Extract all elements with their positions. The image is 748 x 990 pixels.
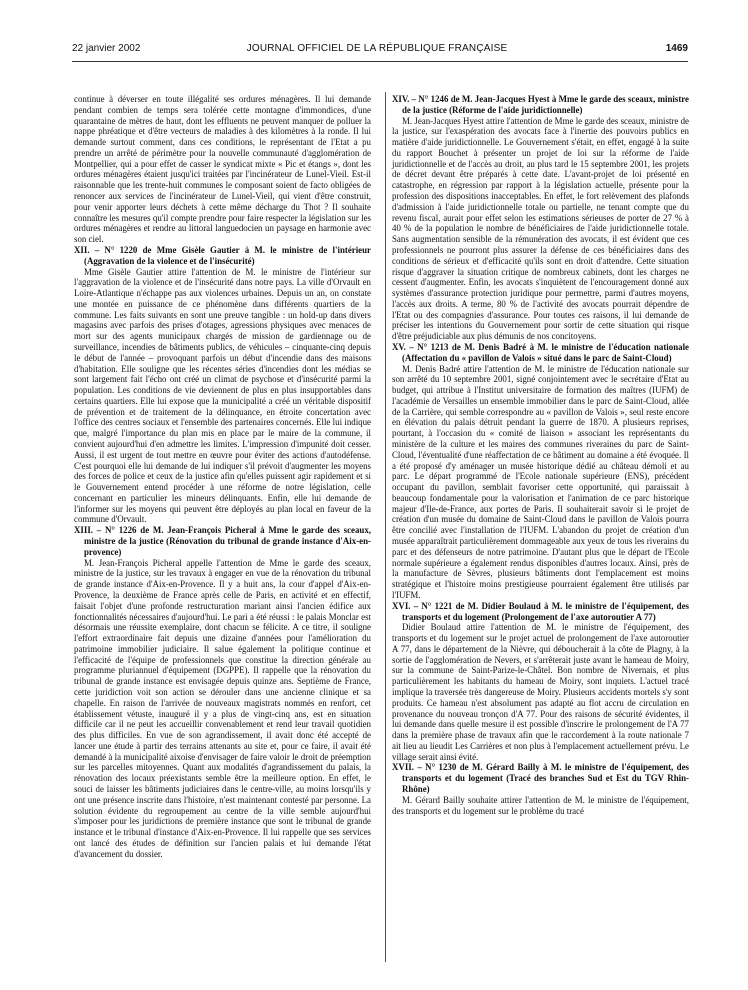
- continued-paragraph: continue à déverser en toute illégalité ses ordures ménagères. Il lui demande pendant combien de temps sera tolérée cette montagne d'immondices, d'une quarantaine de mètres de haut, dont les effluents ne peuvent manquer de polluer la nappe phréatique et d'être vecteurs de maladies à des kilomètres à la ronde. Il lui demande surtout comment, dans ces conditions, le représentant de l'Etat a pu prendre un arrêté de périmètre pour la nouvelle communauté d'agglomération de Montpellier, qui a pour effet de casser le syndicat mixte « Pic et étangs », dont les ordures ménagères étaient jusqu'ici traitées par l'incinérateur de Lunel-Vieil. Est-il raisonnable que les trente-huit communes le composant soient de facto obligées de renoncer aux services de l'incinérateur de Lunel-Vieil, qui vient d'être construit, pour venir apporter leurs déchets à cette même décharge du Thot ? Il souhaite connaître les mesures qu'il compte prendre pour faire respecter la législation sur les ordures ménagères et rendre au littoral languedocien un paysage en harmonie avec son ciel.: [74, 94, 371, 245]
- question-17-title: XVII. – N° 1230 de M. Gérard Bailly à M. le ministre de l'équipement, des transports et du logement (Tracé des branches Sud et Est du TGV Rhin-Rhône): [392, 762, 689, 794]
- right-column: [392, 94, 689, 816]
- question-15-body: M. Denis Badré attire l'attention de M. le ministre de l'éducation nationale sur son arrêté du 10 septembre 2001, signé conjointement avec le secrétaire d'Etat au budget, qui attribue à l'Institut universitaire de formation des maîtres (IUFM) de l'académie de Versailles un ensemble immobilier dans le parc de Saint-Cloud, allée de la Carrière, qui semble correspondre au « pavillon de Valois », seul reste encore en élévation du palais détruit pendant la guerre de 1870. A plusieurs reprises, pourtant, à l'occasion du « comité de liaison » associant les représentants du ministère de la culture et les maires des communes riveraines du parc de Saint-Cloud, l'éventualité d'une réaffectation de ce bâtiment au domaine a été évoquée. Il a été proposé d'y aménager un musée historique dédié au château démoli et au parc. Le départ programmé de l'Ecole nationale supérieure (ENS), précédent occupant du pavillon, semblait favoriser cette opportunité, qui paraissait à beaucoup fondamentale pour la valorisation et l'animation de ce parc historique majeur d'Ile-de-France, aux portes de Paris. Il souhaiterait savoir si le projet de création d'un musée du domaine de Saint-Cloud dans le pavillon de Valois pourra être concilié avec l'installation de l'IUFM. L'abandon du projet de création d'un musée apparaîtrait particulièrement dommageable aux yeux de tous les riverains du parc et des défenseurs de notre patrimoine. D'autant plus que le départ de l'Ecole normale supérieure a également rendus disponibles d'autres locaux. Ainsi, près de la manufacture de Sèvres, plusieurs bâtiments dont l'emplacement est moins stratégique et l'histoire moins prestigieuse pourraient également être utilisés par l'IUFM.: [392, 363, 689, 600]
- question-14-body: M. Jean-Jacques Hyest attire l'attention de Mme le garde des sceaux, ministre de la justice, sur l'exaspération des avocats face à l'inertie des pouvoirs publics en matière d'aide juridictionnelle. Le Gouvernement s'était, en effet, engagé à la suite du rapport Bouchet à présenter un projet de loi sur la réforme de l'aide juridictionnelle et de l'accès au droit, au plus tard le 15 septembre 2001, les projets de décret devant être préparés à cette date. L'avant-projet de loi présenté en catastrophe, en régression par rapport à la législation actuelle, présente pour la profession des dispositions inacceptables. En effet, le fort relèvement des plafonds d'admission à l'aide juridictionnelle totale ou partielle, ne tenant compte que du revenu fiscal, aurait pour effet selon les estimations sérieuses de porter de 27 % à 40 % de la population le nombre de bénéficiaires de l'aide juridictionnelle totale. Sans augmentation sensible de la rémunération des avocats, il est évident que ces professionnels ne pourront plus assurer la défense de ces bénéficiaires dans des conditions de sérieux et d'efficacité qu'ils sont en droit d'attendre. Cette situation risque d'aggraver la situation critique de nombreux cabinets, dont les charges ne cessent d'augmenter. Enfin, les avocats s'inquiètent de l'encouragement donné aux systèmes d'assurance protection juridique pour permettre, parmi d'autres moyens, l'accès aux droits. A terme, 80 % de l'activité des avocats pourrait dépendre de l'Etat ou des compagnies d'assurance. Pour toutes ces raisons, il lui demande de préciser les intentions du Gouvernement pour sortir de cette situation qui risque d'être préjudiciable aux plus démunis de nos concitoyens.: [392, 115, 689, 342]
- question-13-body: M. Jean-François Picheral appelle l'attention de Mme le garde des sceaux, ministre de la justice, sur les travaux à engager en vue de la rénovation du tribunal de grande instance d'Aix-en-Provence. Il y a huit ans, la cour d'appel d'Aix-en-Provence, la deuxième de France après celle de Paris, en activité et en effectif, faisait l'objet d'une profonde restructuration mariant ainsi l'ancien édifice aux fonctionnalités nécessaires d'aujourd'hui. Le pari a été réussi : le palais Monclar est désormais une réussite exemplaire, dont chacun se félicite. A ce titre, il souligne l'effort extraordinaire fait depuis une dizaine d'années pour l'amélioration du patrimoine immobilier judiciaire. Il salue également la politique continue et l'efficacité de l'équipe de professionnels que constitue la direction générale au programme pluriannuel d'équipement (DGPPE). Il rappelle que la rénovation du tribunal de grande instance est envisagée depuis quinze ans. Septième de France, cette juridiction voit son action se dérouler dans une ancienne clinique et sa chapelle. En raison de l'arrivée de nouveaux magistrats nommés en renfort, cet établissement vétuste, inauguré il y a plus de vingt-cinq ans, est en situation difficile car il ne peut les accueillir convenablement et rend leur travail quotidien des plus difficiles. En vue de son agrandissement, il avait donc été accepté de lancer une étude à partir des terrains attenants au site et, pour ce faire, il avait été demandé à la municipalité aixoise d'envisager de faire valoir le droit de préemption sur les parcelles mitoyennes. Quant aux modalités d'agrandissement du palais, la rénovation des locaux préexistants semble être la meilleure option. En effet, le souci de laisser les bâtiments judiciaires dans le centre-ville, au moins lorsqu'ils y ont une présence inscrite dans l'histoire, n'est maintenant contesté par personne. La solution évidente du regroupement au centre de la ville semble aujourd'hui s'imposer pour les juridictions de première instance que sont le tribunal de grande instance et le tribunal d'instance d'Aix-en-Provence. Il lui rappelle que ses services ont lancé des études de définition sur l'ancien palais et lui demande l'état d'avancement du dossier.: [74, 557, 371, 859]
- question-14-title: XIV. – N° 1246 de M. Jean-Jacques Hyest à Mme le garde des sceaux, ministre de la justice (Réforme de l'aide juridictionnelle): [392, 94, 689, 115]
- page-number: 1469: [665, 43, 688, 54]
- header-date: 22 janvier 2002: [72, 43, 141, 54]
- page-header: [72, 43, 688, 57]
- journal-title: JOURNAL OFFICIEL DE LA RÉPUBLIQUE FRANÇAISE: [246, 43, 508, 54]
- question-16-title: XVI. – N° 1221 de M. Didier Boulaud à M. le ministre de l'équipement, des transports et du logement (Prolongement de l'axe autoroutier A 77): [392, 600, 689, 622]
- question-12-title: XII. – N° 1220 de Mme Gisèle Gautier à M. le ministre de l'intérieur (Aggravation de la violence et de l'insécurité): [74, 244, 371, 266]
- question-16-body: Didier Boulaud attire l'attention de M. le ministre de l'équipement, des transports et du logement sur le projet actuel de prolongement de l'axe autoroutier A 77, dans le département de la Nièvre, qui déboucherait à la côte de Plagny, à la sortie de l'agglomération de Nevers, et s'arrêterait juste avant le hameau de Moiry, sur la commune de Saint-Parize-le-Châtel. Bon nombre de Nivernais, et plus particulièrement les habitants du hameau de Moiry, sont inquiets. L'actuel tracé implique la traversée très dangereuse de Moiry. Plusieurs accidents mortels s'y sont produits. Ce hameau n'est absolument pas adapté au flot accru de circulation en provenance du nouveau tronçon d'A 77. Pour des raisons de sécurité évidentes, il lui demande dans quelle mesure il est possible d'inscrire le prolongement de l'A 77 dans la première phase de travaux afin que le raccordement à la route nationale 7 ait lieu au lieudit Les Carrières et non plus à l'emplacement actuellement prévu. Le village serait ainsi évité.: [392, 622, 689, 762]
- question-13-title: XIII. – N° 1226 de M. Jean-François Picheral à Mme le garde des sceaux, ministre de la justice (Rénovation du tribunal de grande instance d'Aix-en-provence): [74, 525, 371, 557]
- left-column: [74, 94, 371, 859]
- column-divider: [385, 92, 386, 962]
- question-15-title: XV. – N° 1213 de M. Denis Badré à M. le ministre de l'éducation nationale (Affectation du « pavillon de Valois » situé dans le parc de Saint-Cloud): [392, 341, 689, 363]
- question-17-body: M. Gérard Bailly souhaite attirer l'attention de M. le ministre de l'équipement, des transports et du logement sur le problème du tracé: [392, 794, 689, 816]
- question-12-body: Mme Gisèle Gautier attire l'attention de M. le ministre de l'intérieur sur l'aggravation de la violence et de l'insécurité dans notre pays. La ville d'Orvault en Loire-Atlantique n'échappe pas aux violences urbaines. Depuis un an, on constate une montée en puissance de ce phénomène dans différents quartiers de la commune. Les faits suivants en sont une preuve tangible : un hold-up dans divers magasins avec parfois des prises d'otages, agressions physiques avec menaces de mort sur des agents municipaux chargés de mission de gardiennage ou de surveillance, incendies de bâtiments publics, de véhicules – cinquante-cinq depuis le début de l'année – provoquant parfois un début d'incendie dans des maisons d'habitation. Elle souligne que les récentes séries d'incendies dont les médias se sont largement fait l'écho ont créé un climat de psychose et d'insécurité parmi la population. Les conditions de vie deviennent de plus en plus insupportables dans certains quartiers. Elle lui expose que la municipalité a créé un véritable dispositif de prévention et de traitement de la délinquance, en étroite concertation avec l'office des centres sociaux et l'ensemble des partenaires concernés. Elle lui indique que, malgré l'importance du plan mis en place par le maire de la commune, il convient aujourd'hui d'en admettre les limites. L'impression d'impunité doit cesser. Aussi, il est urgent de tout mettre en œuvre pour éviter des actions d'autodéfense. C'est pourquoi elle lui demande de lui indiquer s'il prévoit d'augmenter les moyens des forces de police et ceux de la justice afin qu'elles puissent agir rapidement et si le Gouvernement entend procéder à une réforme de notre législation, celle concernant en particulier les mineurs délinquants. Enfin, elle lui demande de l'informer sur les moyens qui peuvent être déployés au plan local en faveur de la commune d'Orvault.: [74, 266, 371, 525]
- header-rule: [72, 61, 688, 62]
